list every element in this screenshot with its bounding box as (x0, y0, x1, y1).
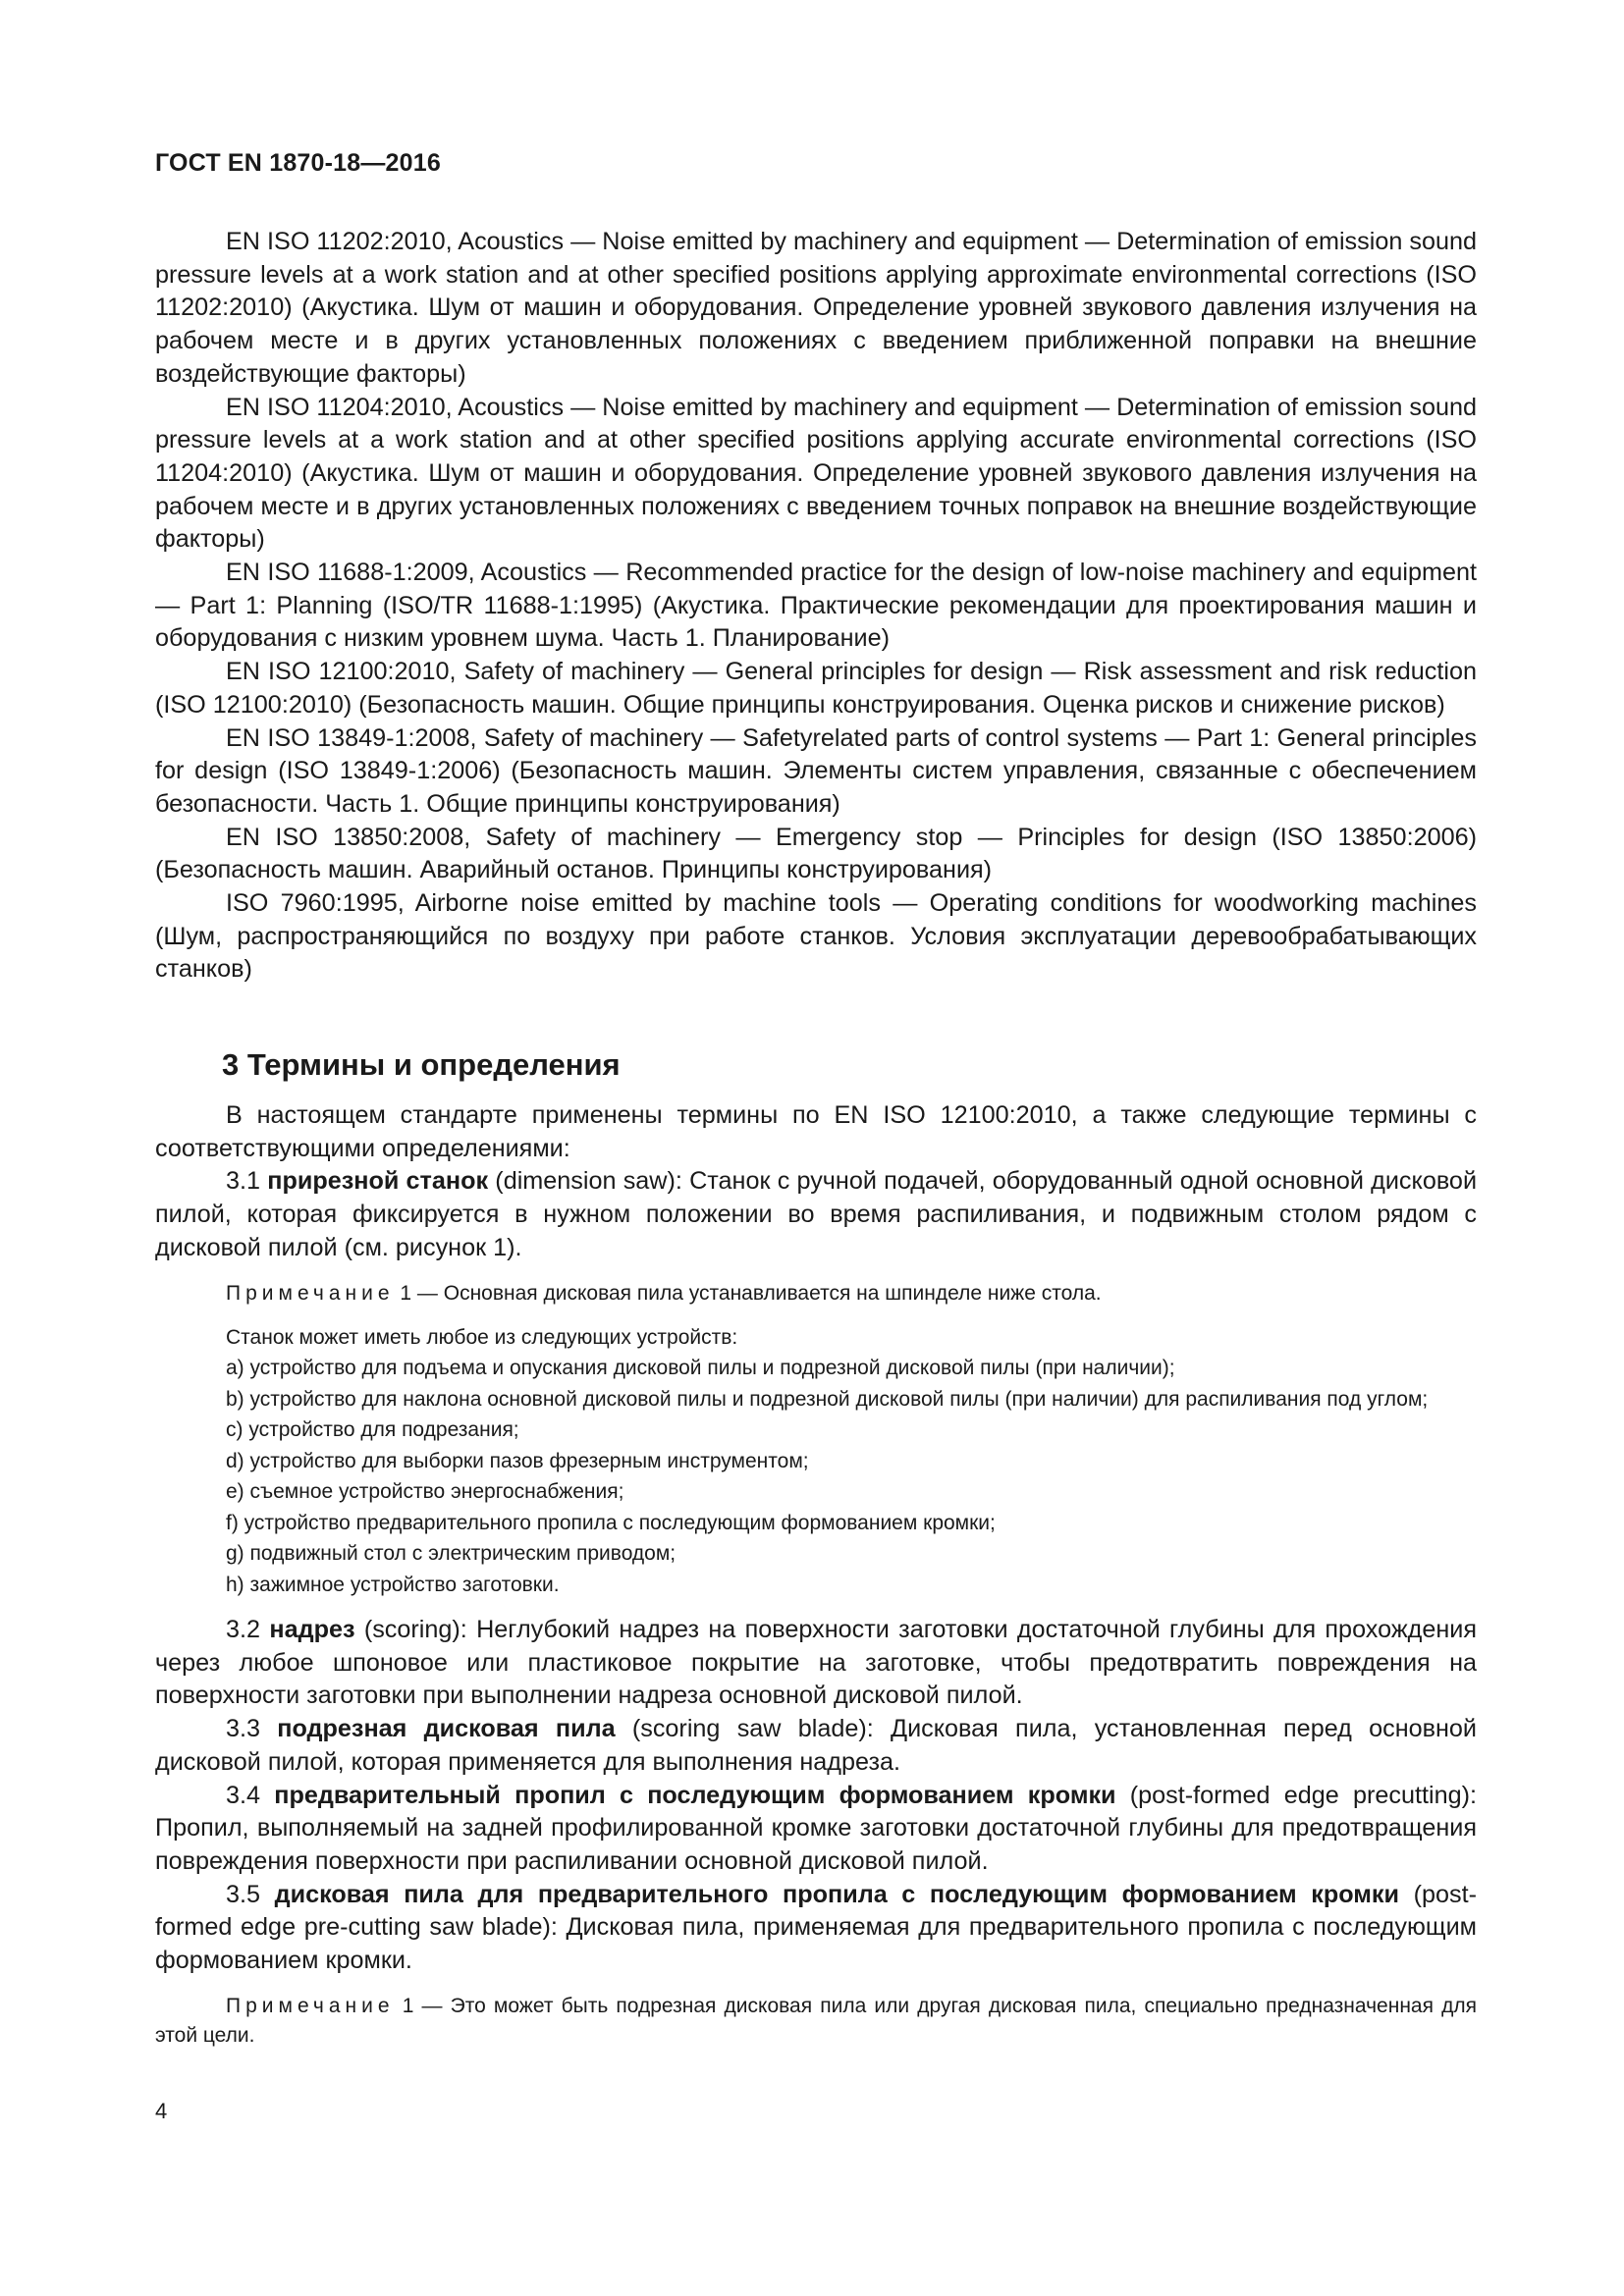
device-item: e) съемное устройство энергоснабжения; (226, 1480, 624, 1504)
term-definition: (post-formed edge pre-cutting saw blade): Дисковая пила, применяемая для предварительного пропила с последующим формованием кромки. (155, 1880, 1477, 1975)
term-3-2 (155, 1614, 1477, 1713)
term-definition: (scoring saw blade): Дисковая пила, установленная перед основной дисковой пилой, которая применяется для выполнения надреза. (155, 1715, 1477, 1776)
device-item: d) устройство для выборки пазов фрезерным инструментом; (226, 1449, 809, 1472)
page-number: 4 (155, 2099, 168, 2123)
reference-item: EN ISO 11202:2010, Acoustics — Noise emitted by machinery and equipment — Determination of emission sound pressure levels at a work station and at other specified positions applying approximate environmental corrections (ISO 11202:2010) (Акустика. Шум от машин и оборудования. Определение уровней звукового давления излучения на рабочем месте и в других установленных положениях с введением приближенной поправки на внешние воздействующие факторы) (155, 228, 1477, 388)
term-3-4 (155, 1780, 1477, 1879)
note-2 (155, 1992, 1477, 2051)
term-definition: (post-formed edge precutting): Пропил, выполняемый на задней профилированной кромке заготовки достаточной глубины для предотвращения повреждения поверхности при распиливании основной дисковой пилой. (155, 1781, 1477, 1875)
term-name: подрезная дисковая пила (277, 1715, 616, 1743)
device-item: g) подвижный стол с электрическим приводом; (226, 1542, 677, 1566)
term-definition: (scoring): Неглубокий надрез на поверхности заготовки достаточной глубины для прохождения через любое шпоновое или пластиковое покрытие на заготовке, чтобы предотвратить повреждения на поверхности заготовки при выполнении надреза основной дисковой пилой. (155, 1616, 1477, 1710)
term-number: 3.5 (226, 1880, 261, 1908)
devices-intro: Станок может иметь любое из следующих устройств: (226, 1325, 738, 1349)
reference-item: EN ISO 11688-1:2009, Acoustics — Recommended practice for the design of low-noise machinery and equipment — Part 1: Planning (ISO/TR 11688-1:1995) (Акустика. Практические рекомендации для проектирования машин и оборудования с низким уровнем шума. Часть 1. Планирование) (155, 559, 1477, 653)
term-name: дисковая пила для предварительного пропила с последующим формованием кромки (274, 1880, 1400, 1908)
device-item: c) устройство для подрезания; (226, 1418, 519, 1442)
term-definition: (dimension saw): Станок с ручной подачей, оборудованный одной основной дисковой пилой, которая фиксируется в нужном положении во время распиливания, и подвижным столом рядом с дисковой пилой (см. рисунок 1). (155, 1167, 1478, 1261)
section-intro: В настоящем стандарте применены термины по EN ISO 12100:2010, а также следующие термины с соответствующими определениями: (155, 1101, 1477, 1162)
device-item: a) устройство для подъема и опускания дисковой пилы и подрезной дисковой пилы (при наличии); (226, 1357, 1175, 1380)
term-3-5 (155, 1879, 1477, 1978)
reference-item: ISO 7960:1995, Airborne noise emitted by machine tools — Operating conditions for woodworking machines (Шум, распространяющийся по воздуху при работе станков. Условия эксплуатации деревообрабатывающих станков) (155, 889, 1477, 984)
reference-item: EN ISO 13850:2008, Safety of machinery — Emergency stop — Principles for design (ISO 13850:2006) (Безопасность машин. Аварийный останов. Принципы конструирования) (155, 823, 1477, 884)
note-label: Примечание (226, 1994, 395, 2017)
term-number: 3.1 (226, 1167, 261, 1196)
term-number: 3.2 (226, 1616, 261, 1644)
device-item: h) зажимное устройство заготовки. (226, 1573, 560, 1596)
note-1 (155, 1279, 1477, 1308)
device-item: f) устройство предварительного пропила с последующим формованием кромки; (226, 1511, 996, 1534)
terms-section (155, 1099, 1477, 2051)
term-number: 3.4 (226, 1781, 261, 1809)
term-3-1 (155, 1165, 1477, 1264)
note-text: 1 — Основная дисковая пила устанавливается на шпинделе ниже стола. (394, 1281, 1102, 1305)
device-item: b) устройство для наклона основной дисковой пилы и подрезной дисковой пилы (при наличии) для распиливания под углом; (226, 1387, 1429, 1411)
note-label: Примечание (226, 1281, 395, 1305)
term-name: предварительный пропил с последующим формованием кромки (274, 1781, 1116, 1809)
normative-references (155, 226, 1477, 987)
reference-item: EN ISO 13849-1:2008, Safety of machinery — Safetyrelated parts of control systems — Part 1: General principles for design (ISO 13849-1:2006) (Безопасность машин. Элементы систем управления, связанные с обеспечением безопасности. Часть 1. Общие принципы конструирования) (155, 723, 1477, 818)
term-name: прирезной станок (267, 1167, 489, 1196)
running-header: ГОСТ EN 1870-18—2016 (155, 149, 441, 177)
section-title: 3 Термины и определения (222, 1047, 621, 1082)
reference-item: EN ISO 11204:2010, Acoustics — Noise emitted by machinery and equipment — Determination of emission sound pressure levels at a work station and at other specified positions applying accurate environmental corrections (ISO 11204:2010) (Акустика. Шум от машин и оборудования. Определение уровней звукового давления излучения на рабочем месте и в других установленных положениях с введением точных поправок на внешние воздействующие факторы) (155, 393, 1477, 554)
term-number: 3.3 (226, 1715, 261, 1743)
term-name: надрез (269, 1616, 355, 1644)
term-3-3 (155, 1713, 1477, 1779)
reference-item: EN ISO 12100:2010, Safety of machinery — General principles for design — Risk assessment and risk reduction (ISO 12100:2010) (Безопасность машин. Общие принципы конструирования. Оценка рисков и снижение рисков) (155, 658, 1477, 719)
note-text: 1 — Это может быть подрезная дисковая пила или другая дисковая пила, специально предназначенная для этой цели. (155, 1994, 1477, 2047)
